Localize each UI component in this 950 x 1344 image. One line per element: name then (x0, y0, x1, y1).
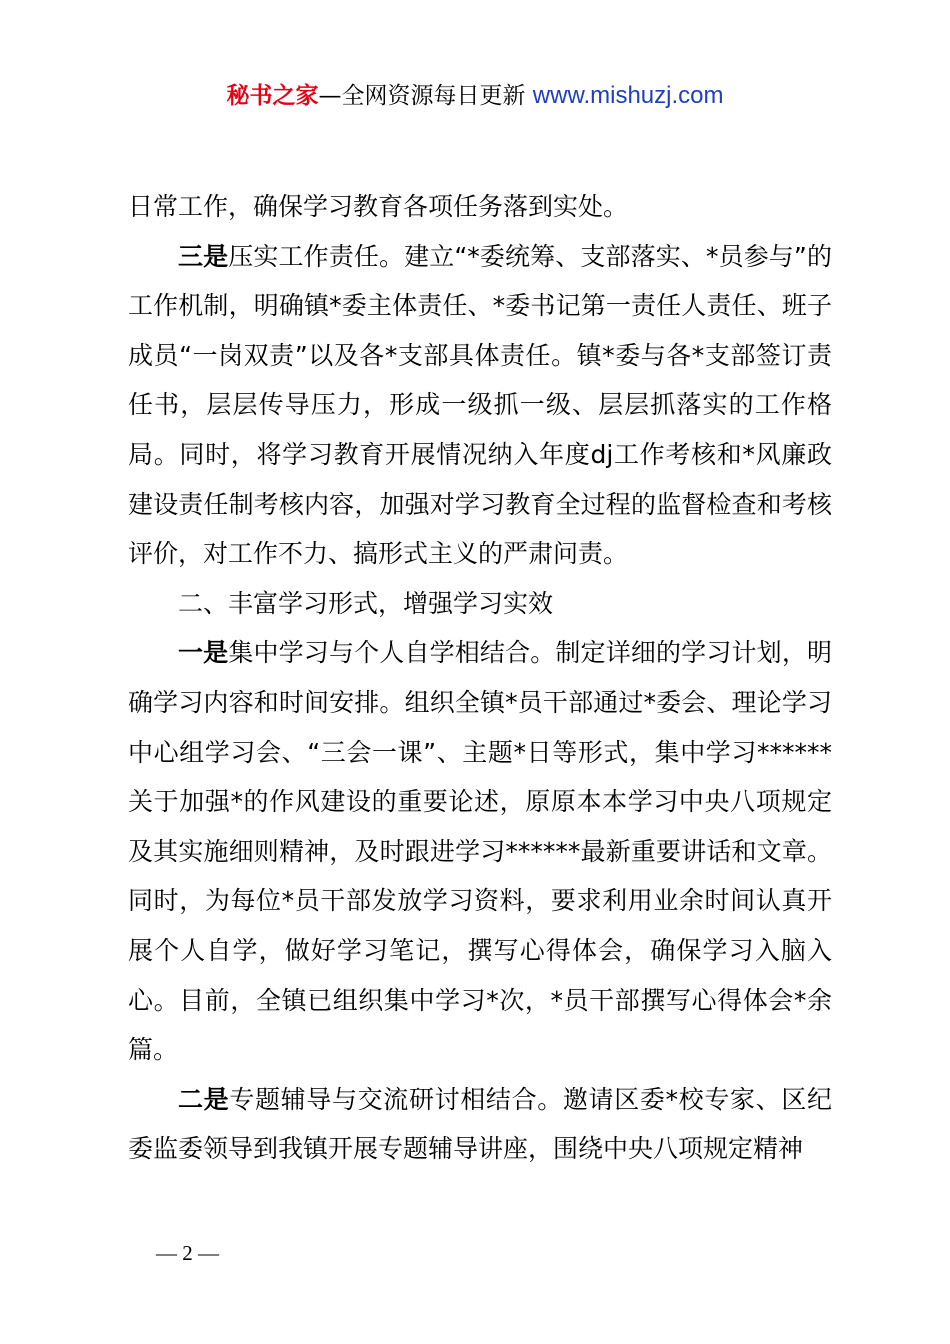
paragraph-continuation (128, 182, 832, 232)
paragraph-text: 日常工作，确保学习教育各项任务落到实处。 (128, 192, 629, 221)
paragraph-text: 专题辅导与交流研讨相结合。邀请区委*校专家、区纪委监委领导到我镇开展专题辅导讲座，围绕中央八项规定精神 (128, 1084, 832, 1164)
page-number: — 2 — (156, 1241, 219, 1265)
section-heading-text: 二、丰富学习形式，增强学习实效 (178, 588, 554, 618)
paragraph-text: 集中学习与个人自学相结合。制定详细的学习计划，明确学习内容和时间安排。组织全镇*员干部通过*委会、理论学习中心组学习会、“三会一课”、主题*日等形式，集中学习******关于加强*的作风建设的重要论述，原原本本学习中央八项规定及其实施细则精神，及时跟进学习******最新重要讲话和文章。同时，为每位*员干部发放学习资料，要求利用业余时间认真开展个人自学，做好学习笔记，撰写心得体会，确保学习入脑入心。目前，全镇已组织集中学习*次，*员干部撰写心得体会*余篇。 (128, 638, 832, 1065)
paragraph-lead: 三是 (178, 241, 229, 271)
document-body (128, 182, 832, 1174)
site-tagline: —全网资源每日更新 (318, 83, 526, 109)
site-header (0, 80, 950, 112)
paragraph-guidance-discussion (128, 1075, 832, 1174)
paragraph-lead: 二是 (178, 1084, 230, 1114)
paragraph-study-combination (128, 628, 832, 1074)
paragraph-responsibility (128, 232, 832, 579)
section-heading (128, 579, 832, 629)
paragraph-lead: 一是 (178, 638, 229, 668)
site-url-link[interactable]: www.mishuzj.com (532, 82, 724, 109)
site-brand: 秘书之家 (226, 83, 319, 109)
paragraph-text: 压实工作责任。建立“*委统筹、支部落实、*员参与”的工作机制，明确镇*委主体责任、*委书记第一责任人责任、班子成员“一岗双责”以及各*支部具体责任。镇*委与各*支部签订责任书，层层传导压力，形成一级抓一级、层层抓落实的工作格局。同时，将学习教育开展情况纳入年度dj工作考核和*风廉政建设责任制考核内容，加强对学习教育全过程的监督检查和考核评价，对工作不力、搞形式主义的严肃问责。 (128, 241, 832, 569)
